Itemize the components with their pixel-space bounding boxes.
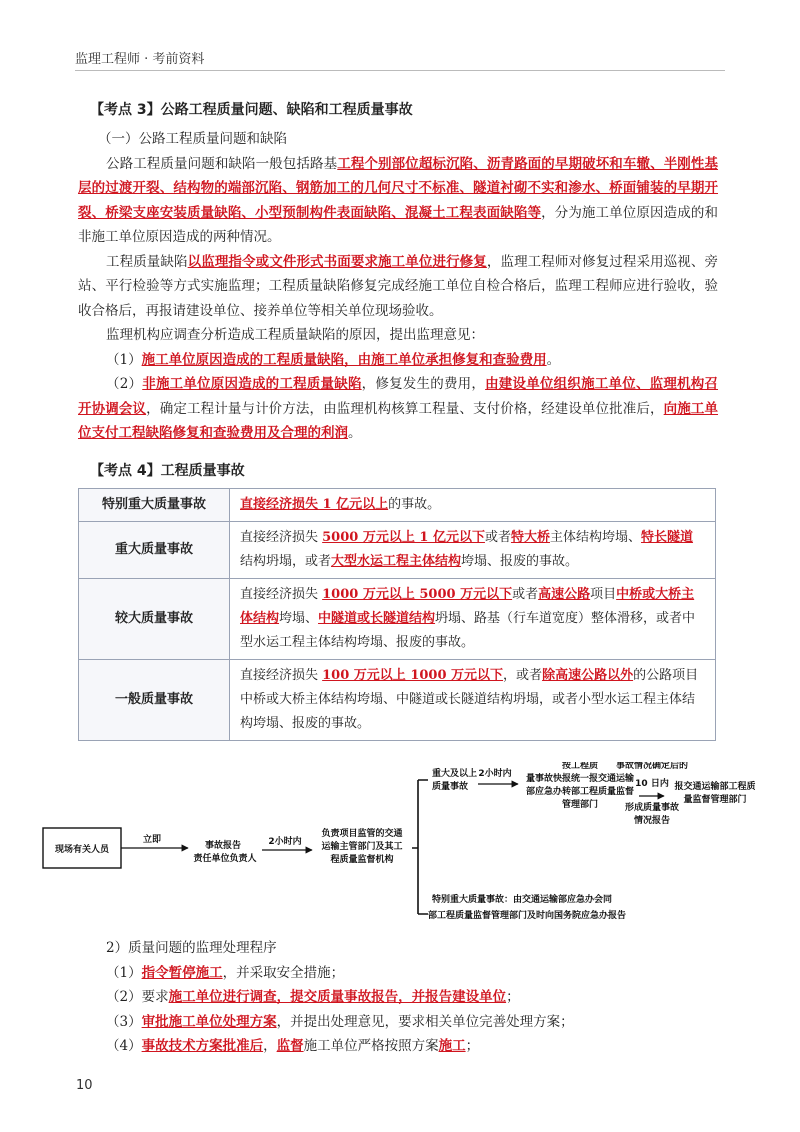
subheading-1: （一）公路工程质量问题和缺陷: [98, 131, 287, 147]
table-row: [79, 522, 716, 579]
table-row: [79, 660, 716, 741]
section5-body: [78, 936, 718, 1059]
level-cell: 较大质量事故: [79, 579, 230, 660]
table-row: [79, 579, 716, 660]
procedure-step-2: （2）要求施工单位进行调查，提交质量事故报告，并报告建设单位；: [106, 989, 520, 1005]
paragraph-3: 监理机构应调查分析造成工程质量缺陷的原因，提出监理意见：: [106, 327, 484, 343]
level-cell: 重大质量事故: [79, 522, 230, 579]
branch-major-b: 质量事故: [432, 782, 469, 792]
node-tenday-d: 情况报告: [633, 816, 671, 826]
node-report-a: 事故报告: [204, 841, 242, 851]
node-site-personnel: 现场有关人员: [54, 845, 110, 855]
desc-cell: 直接经济损失 5000 万元以上 1 亿元以下或者特大桥主体结构垮塌、特长隧道结构坍塌，或者大型水运工程主体结构垮塌、报废的事故。: [230, 522, 716, 579]
edge-2h-b: 2小时内: [478, 769, 512, 779]
section3-body: [78, 127, 718, 446]
list-item-1: （1）施工单位原因造成的工程质量缺陷，由施工单位承担修复和查验费用。: [106, 351, 561, 368]
paragraph-1: 公路工程质量问题和缺陷一般包括路基工程个别部位超标沉陷、沥青路面的早期破坏和车辙、半刚性基层的过渡开裂、结构物的端部沉陷、钢筋加工的几何尺寸不标准、隧道衬砌不实和渗水、桥面铺装的早期开裂、桥梁支座安装质量缺陷、小型预制构件表面缺陷、混凝土工程表面缺陷等，分为施工单位原因造成的和非施工单位原因造成的两种情况。: [78, 155, 719, 245]
node-authority-c: 程质量监督机构: [330, 855, 394, 865]
page-header: 监理工程师 · 考前资料: [75, 52, 205, 67]
procedure-title: 2）质量问题的监理处理程序: [106, 940, 277, 956]
node-report-b: 责任单位负责人: [193, 854, 257, 864]
section4-title: 【考点 4】工程质量事故: [90, 463, 245, 479]
node-tenday-b: 10 日内: [635, 779, 669, 789]
procedure-step-1: （1）指令暂停施工，并采取安全措施；: [106, 964, 345, 981]
node-tenday-a: 事故情况确定后的: [615, 762, 689, 771]
page-number: 10: [76, 1078, 93, 1093]
procedure-step-3: （3）审批施工单位处理方案，并提出处理意见，要求相关单位完善处理方案；: [106, 1013, 574, 1030]
node-quickreport-a: 按工程质: [561, 762, 599, 771]
accident-table: [78, 488, 716, 741]
desc-cell: 直接经济损失 1000 万元以上 5000 万元以下或者高速公路项目中桥或大桥主体结构垮塌、中隧道或长隧道结构坍塌、路基（行车道宽度）整体滑移，或者中型水运工程主体结构垮塌、报废的事故。: [230, 579, 716, 660]
node-authority-a: 负责项目监管的交通: [321, 829, 403, 839]
node-quickreport-c: 部应急办转部工程质量监督: [525, 787, 635, 797]
desc-cell: 直接经济损失 1 亿元以上的事故。: [230, 489, 716, 522]
table-row: [79, 489, 716, 522]
node-ministry-b: 量监督管理部门: [683, 795, 747, 805]
desc-cell: 直接经济损失 100 万元以上 1000 万元以下，或者除高速公路以外的公路项目中桥或大桥主体结构垮塌、中隧道或长隧道结构坍塌，或者小型水运工程主体结构垮塌、报废的事故。: [230, 660, 716, 741]
procedure-step-4: （4）事故技术方案批准后，监督施工单位严格按照方案施工；: [106, 1038, 480, 1054]
edge-2h-a: 2小时内: [268, 837, 302, 847]
branch-special-b: 部工程质量监督管理部门及时向国务院应急办报告: [428, 911, 627, 921]
node-tenday-c: 形成质量事故: [624, 803, 680, 813]
edge-immediately: 立即: [142, 835, 162, 845]
header-divider: [75, 70, 725, 71]
report-flowchart: [40, 762, 760, 932]
branch-bracket: [412, 780, 428, 914]
level-cell: 特别重大质量事故: [79, 489, 230, 522]
branch-major-a: 重大及以上: [432, 769, 478, 779]
list-item-2: （2）非施工单位原因造成的工程质量缺陷，修复发生的费用，由建设单位组织施工单位、监理机构召开协调会议，确定工程计量与计价方法，由监理机构核算工程量、支付价格，经建设单位批准后，向施工单位支付工程缺陷修复和查验费用及合理的利润。: [78, 376, 719, 441]
paragraph-2: 工程质量缺陷以监理指令或文件形式书面要求施工单位进行修复，监理工程师对修复过程采用巡视、旁站、平行检验等方式实施监理；工程质量缺陷修复完成经施工单位自检合格后，监理工程师应进行验收，验收合格后，再报请建设单位、接养单位等相关单位现场验收。: [78, 253, 719, 319]
level-cell: 一般质量事故: [79, 660, 230, 741]
node-authority-b: 运输主管部门及其工: [321, 842, 403, 852]
section3-title: 【考点 3】公路工程质量问题、缺陷和工程质量事故: [90, 102, 413, 118]
node-quickreport-d: 管理部门: [561, 800, 599, 810]
node-ministry-a: 报交通运输部工程质: [674, 782, 756, 792]
branch-special-a: 特别重大质量事故：由交通运输部应急办会同: [432, 895, 613, 905]
node-quickreport-b: 量事故快报统一报交通运输: [525, 774, 635, 784]
